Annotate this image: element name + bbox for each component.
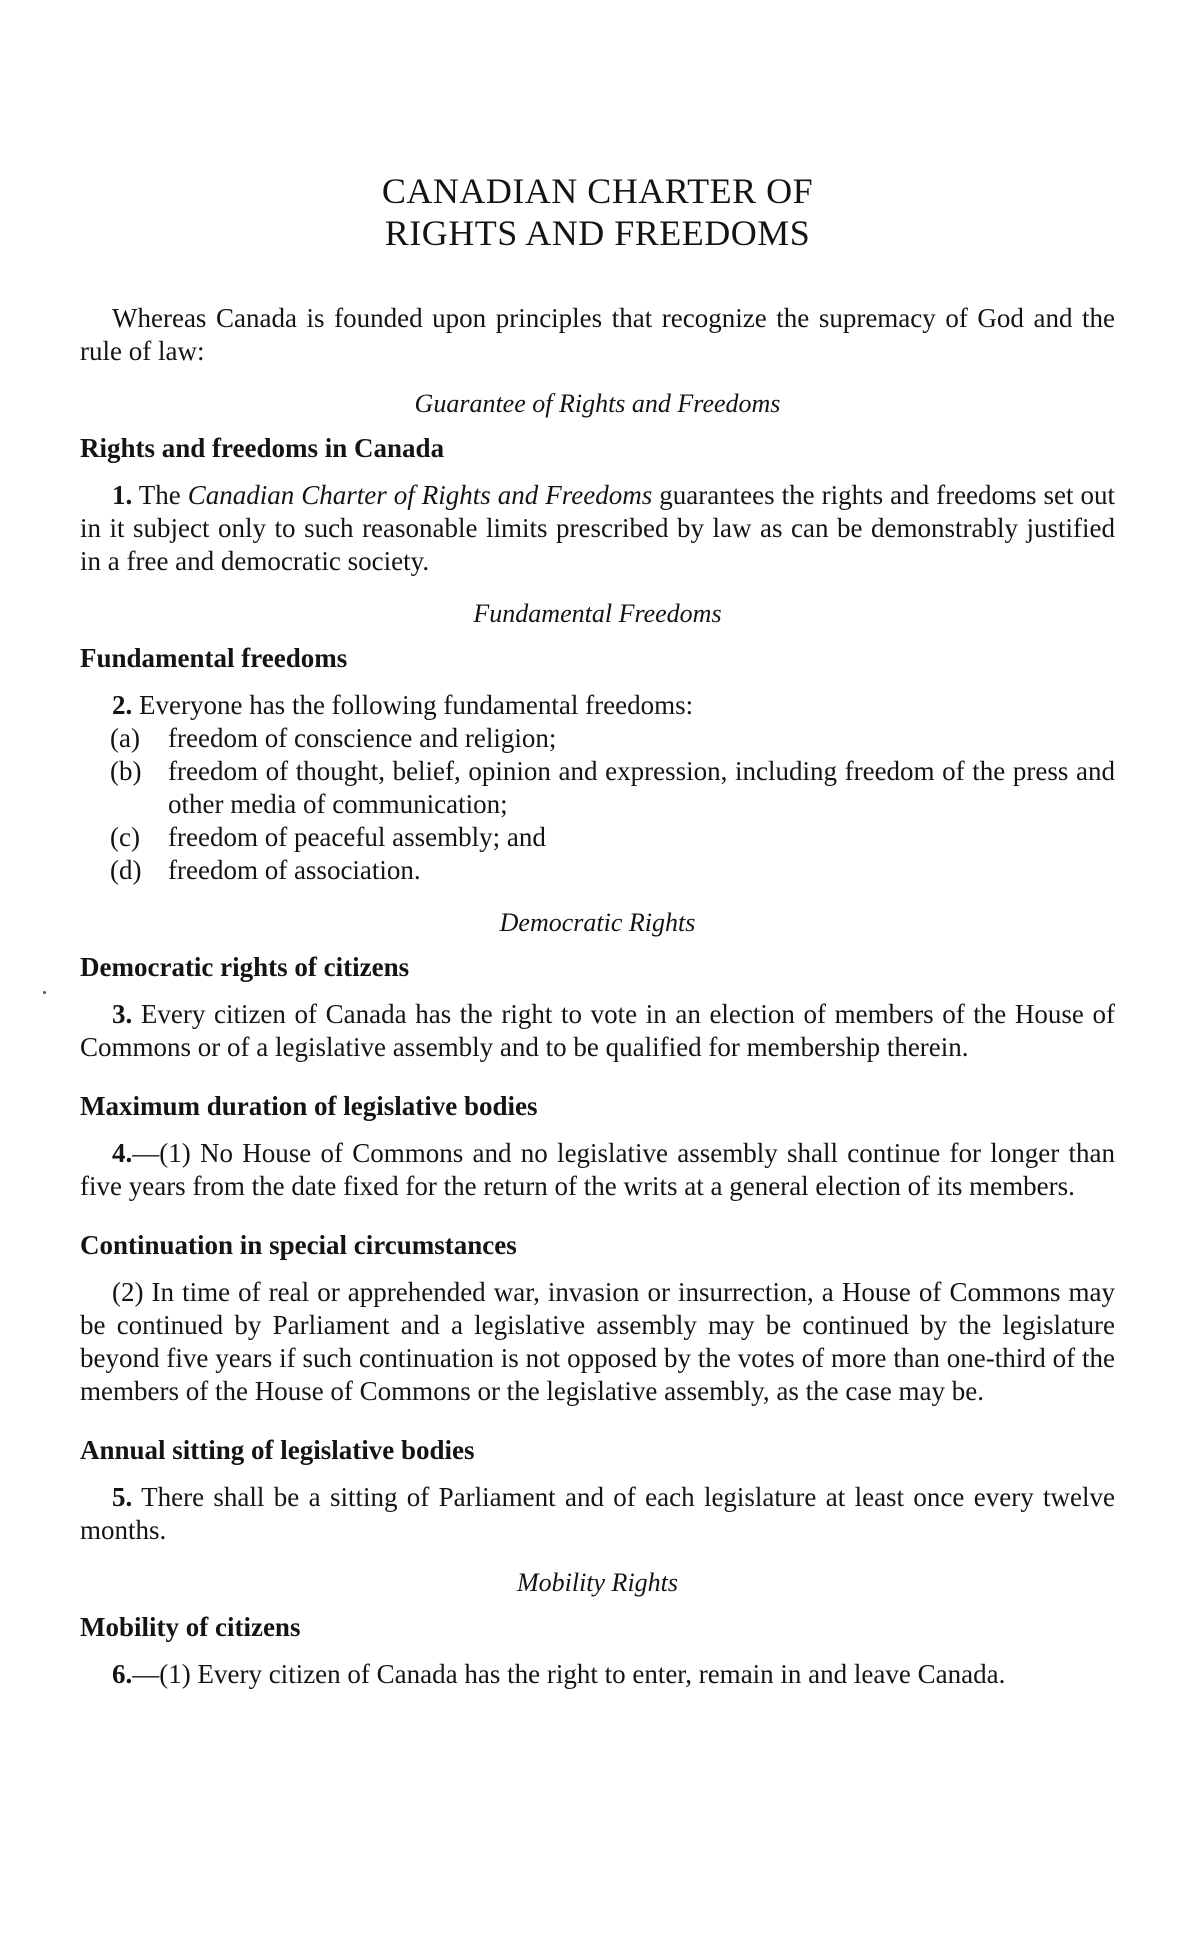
- section-4-subsection: —(1): [132, 1138, 191, 1168]
- section-2-text: Everyone has the following fundamental freedoms:: [139, 690, 694, 720]
- section-1: [80, 479, 1115, 578]
- paragraph-text: freedom of peaceful assembly; and: [168, 822, 546, 852]
- section-5-text: There shall be a sitting of Parliament and of each legislature at least once every twelve months.: [80, 1482, 1116, 1545]
- section-3: [80, 998, 1115, 1064]
- section-4-1-text: No House of Commons and no legislative assembly shall continue for longer than five years from the date fixed for the return of the writs at a general election of its members.: [80, 1138, 1116, 1201]
- heading-annual-sitting: Annual sitting of legislative bodies: [80, 1435, 475, 1465]
- section-4-number: 4.: [112, 1138, 133, 1168]
- part-heading-fundamental: Fundamental Freedoms: [473, 599, 722, 628]
- section-4-1: [80, 1137, 1115, 1203]
- paragraph-label: (b): [110, 756, 142, 786]
- list-item: [80, 854, 1115, 887]
- section-5-number: 5.: [112, 1482, 133, 1512]
- title-line-1: CANADIAN CHARTER OF: [381, 171, 814, 211]
- title-line-2: RIGHTS AND FREEDOMS: [384, 213, 811, 253]
- section-1-text: guarantees the rights and freedoms set out in it subject only to such reasonable limits prescribed by law as can be demonstrably justified in a free and democratic society.: [80, 480, 1116, 576]
- preamble: Whereas Canada is founded upon principles that recognize the supremacy of God and the rule of law:: [80, 303, 1115, 366]
- section-2: [80, 689, 1115, 722]
- list-item: [80, 821, 1115, 854]
- section-6-1-text: Every citizen of Canada has the right to enter, remain in and leave Canada.: [197, 1659, 1006, 1689]
- paragraph-label: (a): [110, 723, 140, 753]
- document-page: [80, 170, 1115, 1691]
- section-1-charter-title: Canadian Charter of Rights and Freedoms: [187, 480, 653, 510]
- paragraph-label: (d): [110, 855, 142, 885]
- section-2-paragraph-list: [80, 722, 1115, 887]
- heading-democratic-rights: Democratic rights of citizens: [80, 952, 410, 982]
- part-heading-democratic: Democratic Rights: [499, 908, 696, 937]
- document-title: [80, 170, 1115, 254]
- section-2-number: 2.: [112, 690, 133, 720]
- section-1-number: 1.: [112, 480, 133, 510]
- section-1-pre: The: [138, 480, 181, 510]
- heading-rights-and-freedoms-in-canada: Rights and freedoms in Canada: [80, 433, 445, 463]
- part-heading-guarantee: Guarantee of Rights and Freedoms: [414, 389, 781, 418]
- paragraph-label: (c): [110, 822, 140, 852]
- section-5: [80, 1481, 1115, 1547]
- section-3-number: 3.: [112, 999, 133, 1029]
- section-4-2: (2) In time of real or apprehended war, invasion or insurrection, a House of Commons may be continued by Parliament and a legislative assembly may be continued by the legislature beyond five years if such continuation is not opposed by the votes of more than one-third of the members of the House of Commons or the legislative assembly, as the case may be.: [80, 1277, 1115, 1406]
- list-item: [80, 755, 1115, 821]
- heading-fundamental-freedoms: Fundamental freedoms: [80, 643, 348, 673]
- list-item: [80, 722, 1115, 755]
- paragraph-text: freedom of thought, belief, opinion and expression, including freedom of the press and other media of communication;: [168, 756, 1115, 819]
- section-6-1: [80, 1658, 1115, 1691]
- scan-speck: [43, 991, 46, 994]
- section-3-text: Every citizen of Canada has the right to vote in an election of members of the House of Commons or of a legislative assembly and to be qualified for membership therein.: [80, 999, 1116, 1062]
- heading-maximum-duration: Maximum duration of legislative bodies: [80, 1091, 538, 1121]
- paragraph-text: freedom of conscience and religion;: [168, 723, 557, 753]
- section-6-number: 6.: [112, 1659, 133, 1689]
- paragraph-text: freedom of association.: [168, 855, 421, 885]
- part-heading-mobility: Mobility Rights: [516, 1568, 679, 1597]
- heading-continuation: Continuation in special circumstances: [80, 1230, 517, 1260]
- heading-mobility-of-citizens: Mobility of citizens: [80, 1612, 301, 1642]
- section-6-subsection: —(1): [132, 1659, 191, 1689]
